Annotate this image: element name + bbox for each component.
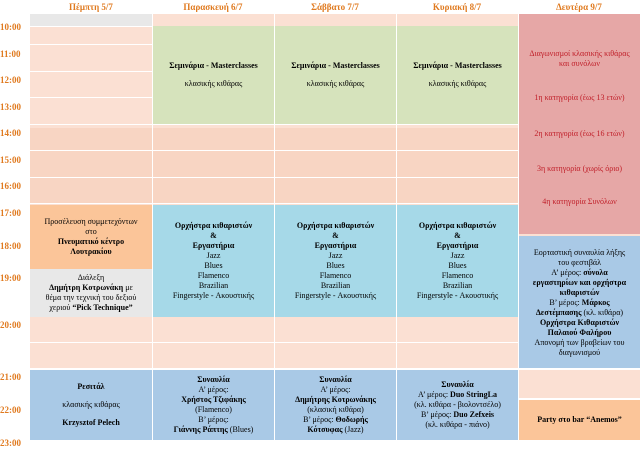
monday-evening-gap <box>519 370 640 398</box>
time-label: 19:00 <box>0 273 21 283</box>
time-label: 21:00 <box>0 372 21 382</box>
seminar-subtitle: κλασικής κιθάρας <box>306 79 365 88</box>
time-label: 16:00 <box>0 181 21 191</box>
seminar-block-saturday <box>275 26 396 124</box>
time-label: 14:00 <box>0 128 21 138</box>
header-sunday: Κυριακή 8/7 <box>432 2 482 12</box>
header-monday: Δευτέρα 9/7 <box>556 2 602 12</box>
seminar-block-friday <box>153 26 274 124</box>
seminar-title: Σεμινάρια - Masterclasses <box>413 61 502 70</box>
competition-category-3: 3η κατηγορία (χωρίς όριο) <box>536 164 623 173</box>
competition-category-1: 1η κατηγορία (έως 13 ετών) <box>534 93 625 102</box>
time-label: 20:00 <box>0 320 21 330</box>
concert-block-friday: Συναυλία Α’ μέρος: Χρήστος Τζιφάκης (Flamenco) Β’ μέρος: Γιάννης Ράπτης (Blues) <box>153 370 274 440</box>
recital-block: Ρεσιτάλ κλασικής κιθάρας Krzysztof Pelech <box>30 370 152 440</box>
time-label: 17:00 <box>0 208 21 218</box>
lecture-block: Διάλεξη Δημήτρη Κοτρωνάκη με θέμα την τεχνική του δεξιού χεριού “Pick Technique” <box>30 269 152 317</box>
seminar-subtitle: κλασικής κιθάρας <box>428 79 487 88</box>
seminar-subtitle: κλασικής κιθάρας <box>184 79 243 88</box>
competition-category-2: 2η κατηγορία (έως 16 ετών) <box>534 129 625 138</box>
closing-concert-block: Εορταστική συναυλία λήξης του φεστιβάλ Α’ μέρος: σύνολα εργαστηρίων και ορχήστρα κιθαριστών Β’ μέρος: Μάρκος Δεστέμπασης (κλ. κιθάρα) Ορχήστρα Κιθαριστών Παλαιού Φαλήρου Απονομή των βραβείων του διαγωνισμού <box>519 236 640 370</box>
grid-top-strip <box>30 14 152 26</box>
orchestra-block-sunday: Ορχήστρα κιθαριστών & Εργαστήρια Jazz Blues Flamenco Brazilian Fingerstyle - Ακουστικής <box>397 205 518 317</box>
time-label: 13:00 <box>0 102 21 112</box>
seminar-block-sunday <box>397 26 518 124</box>
header-friday: Παρασκευή 6/7 <box>183 2 243 12</box>
time-label: 10:00 <box>0 22 21 32</box>
time-label: 18:00 <box>0 241 21 251</box>
orchestra-block-saturday: Ορχήστρα κιθαριστών & Εργαστήρια Jazz Blues Flamenco Brazilian Fingerstyle - Ακουστικής <box>275 205 396 317</box>
competition-title: Διαγωνισμοί κλασικής κιθάρας και συνόλων <box>529 49 630 68</box>
concert-block-sunday: Συναυλία Α’ μέρος: Duo StringLa (κλ. κιθάρα - βιολοντσέλο) Β’ μέρος: Duo Zefxeis (κλ. κιθάρα - πιάνο) <box>397 370 518 440</box>
concert-block-saturday: Συναυλία Α’ μέρος: Δημήτρης Κοτρωνάκης (κλασική κιθάρα) Β’ μέρος: Θοδωρής Κότσυφας (Jazz) <box>275 370 396 440</box>
time-label: 23:00 <box>0 438 21 448</box>
seminar-title: Σεμινάρια - Masterclasses <box>169 61 258 70</box>
time-label: 22:00 <box>0 405 21 415</box>
time-label: 12:00 <box>0 75 21 85</box>
party-block: Party στο bar “Anemos” <box>519 400 640 440</box>
time-label: 15:00 <box>0 155 21 165</box>
competition-category-4: 4η κατηγορία Συνόλων <box>542 197 617 206</box>
time-label: 11:00 <box>0 49 21 59</box>
header-thursday: Πέμπτη 5/7 <box>69 2 113 12</box>
arrival-block: Προσέλευση συμμετεχόντων στο Πνευματικό κέντρο Λουτρακίου <box>30 205 152 269</box>
header-saturday: Σάββατο 7/7 <box>311 2 359 12</box>
orchestra-block-friday: Ορχήστρα κιθαριστών & Εργαστήρια Jazz Blues Flamenco Brazilian Fingerstyle - Ακουστικής <box>153 205 274 317</box>
seminar-title: Σεμινάρια - Masterclasses <box>291 61 380 70</box>
